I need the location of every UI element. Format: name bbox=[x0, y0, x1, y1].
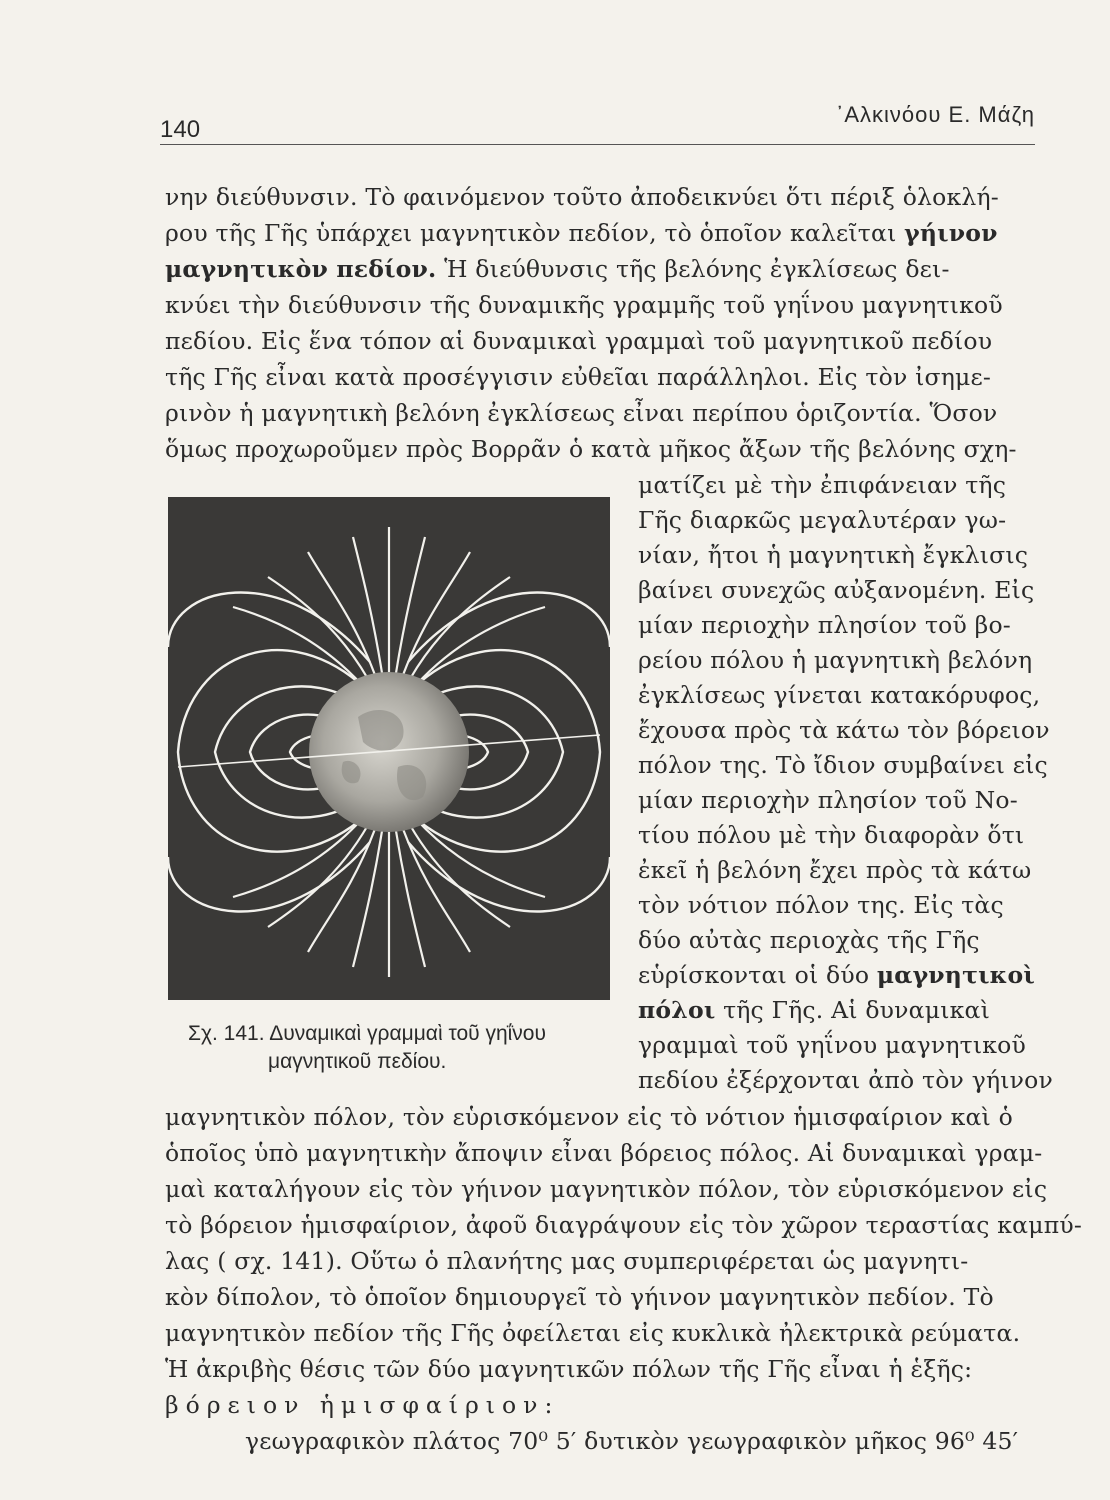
text-fragment: Ἡ διεύθυνσις τῆς βελόνης ἐγκλίσεως δει- bbox=[444, 255, 950, 283]
field-lines-illustration bbox=[168, 497, 610, 1000]
text-line: τῆς Γῆς εἶναι κατὰ προσέγγισιν εὐθεῖαι παράλληλοι. Εἰς τὸν ἰσημε- bbox=[165, 363, 992, 391]
text-line: μαγνητικὸν πόλον, τὸν εὑρισκόμενον εἰς τὸ νότιον ἡμισφαίριον καὶ ὁ bbox=[165, 1103, 1013, 1131]
wrap-line: νίαν, ἤτοι ἡ μαγνητικὴ ἔγκλισις bbox=[638, 541, 1029, 569]
wrap-line: γραμμαὶ τοῦ γηΐνου μαγνητικοῦ bbox=[638, 1031, 1026, 1059]
term-geomagnetic-a: γήινον bbox=[904, 219, 998, 247]
text-line: ὅμως προχωροῦμεν πρὸς Βορρᾶν ὁ κατὰ μῆκος ἄξων τῆς βελόνης σχη- bbox=[165, 435, 1017, 463]
wrap-line: Γῆς διαρκῶς μεγαλυτέραν γω- bbox=[638, 506, 1007, 534]
wrap-line: δύο αὐτὰς περιοχὰς τῆς Γῆς bbox=[638, 926, 980, 954]
caption-line: μαγνητικοῦ πεδίου. bbox=[268, 1050, 447, 1073]
wrap-line: ἐκεῖ ἡ βελόνη ἔχει πρὸς τὰ κάτω bbox=[638, 856, 1032, 884]
text-line: κὸν δίπολον, τὸ ὁποῖον δημιουργεῖ τὸ γήινον μαγνητικὸν πεδίον. Τὸ bbox=[165, 1283, 994, 1311]
text-line: γεωγραφικὸν πλάτος 70⁰ 5′ δυτικὸν γεωγραφικὸν μῆκος 96⁰ 45′ bbox=[245, 1427, 1019, 1455]
running-head: ᾿Αλκινόου Ε. Μάζη bbox=[836, 102, 1035, 127]
wrap-line: μίαν περιοχὴν πλησίον τοῦ Νο- bbox=[638, 786, 1018, 814]
text-line: πεδίου. Εἰς ἕνα τόπον αἱ δυναμικαὶ γραμμαὶ τοῦ μαγνητικοῦ πεδίου bbox=[165, 327, 993, 355]
text-fragment: εὑρίσκονται οἱ δύο bbox=[638, 961, 870, 989]
text-fragment: ρου τῆς Γῆς ὑπάρχει μαγνητικὸν πεδίον, τὸ ὁποῖον καλεῖται bbox=[165, 219, 897, 247]
wrap-line: ρείου πόλου ἡ μαγνητικὴ βελόνη bbox=[638, 646, 1033, 674]
wrap-line: ματίζει μὲ τὴν ἐπιφάνειαν τῆς bbox=[638, 471, 1007, 499]
text-line: μαγνητικὸν πεδίον τῆς Γῆς ὀφείλεται εἰς κυκλικὰ ἠλεκτρικὰ ρεύματα. bbox=[165, 1319, 1021, 1347]
magnetic-field-figure bbox=[168, 497, 610, 1000]
wrap-line: ἐγκλίσεως γίνεται κατακόρυφος, bbox=[638, 681, 1041, 709]
figure-caption bbox=[188, 1020, 628, 1076]
text-line bbox=[165, 255, 1035, 283]
text-line: νην διεύθυνσιν. Τὸ φαινόμενον τοῦτο ἀποδεικνύει ὅτι πέριξ ὁλοκλή- bbox=[165, 183, 999, 211]
wrap-line bbox=[638, 996, 1038, 1024]
wrap-line: πόλον της. Τὸ ἴδιον συμβαίνει εἰς bbox=[638, 751, 1048, 779]
text-fragment: τῆς Γῆς. Αἱ δυναμικαὶ bbox=[723, 996, 990, 1024]
text-line: ρινὸν ἡ μαγνητικὴ βελόνη ἐγκλίσεως εἶναι περίπου ὁριζοντία. Ὅσον bbox=[165, 399, 998, 427]
wrap-line: τὸν νότιον πόλον της. Εἰς τὰς bbox=[638, 891, 1004, 919]
page-header bbox=[160, 98, 1035, 145]
wrap-line: πεδίου ἐξέρχονται ἀπὸ τὸν γήινον bbox=[638, 1066, 1053, 1094]
page-number: 140 bbox=[160, 116, 201, 143]
term-magnetic-poles-b: πόλοι bbox=[638, 996, 716, 1024]
wrap-line: βαίνει συνεχῶς αὐξανομένη. Εἰς bbox=[638, 576, 1035, 604]
term-magnetic-poles-a: μαγνητικοὶ bbox=[876, 961, 1035, 989]
text-line: λας ( σχ. 141). Οὕτω ὁ πλανήτης μας συμπεριφέρεται ὡς μαγνητι- bbox=[165, 1247, 969, 1275]
text-line: Ἡ ἀκριβὴς θέσις τῶν δύο μαγνητικῶν πόλων τῆς Γῆς εἶναι ἡ ἑξῆς: bbox=[165, 1355, 973, 1383]
wrap-line: ἔχουσα πρὸς τὰ κάτω τὸν βόρειον bbox=[638, 716, 1050, 744]
term-geomagnetic-b: μαγνητικὸν πεδίον. bbox=[165, 255, 437, 283]
wrap-line: μίαν περιοχὴν πλησίον τοῦ βο- bbox=[638, 611, 1011, 639]
text-line: μαὶ καταλήγουν εἰς τὸν γήινον μαγνητικὸν πόλον, τὸν εὑρισκόμενον εἰς bbox=[165, 1175, 1048, 1203]
text-line bbox=[165, 219, 1035, 247]
wrap-line: τίου πόλου μὲ τὴν διαφορὰν ὅτι bbox=[638, 821, 1025, 849]
wrap-line bbox=[638, 961, 1038, 989]
subheading-northern-hemisphere: βόρειον ἡμισφαίριον: bbox=[165, 1391, 560, 1419]
text-line: τὸ βόρειον ἡμισφαίριον, ἀφοῦ διαγράψουν εἰς τὸν χῶρον τεραστίας καμπύ- bbox=[165, 1211, 1082, 1239]
earth-globe bbox=[309, 672, 469, 832]
text-line: κνύει τὴν διεύθυνσιν τῆς δυναμικῆς γραμμῆς τοῦ γηΐνου μαγνητικοῦ bbox=[165, 291, 1003, 319]
text-line: ὁποῖος ὑπὸ μαγνητικὴν ἄποψιν εἶναι βόρειος πόλος. Αἱ δυναμικαὶ γραμ- bbox=[165, 1139, 1043, 1167]
caption-line: Σχ. 141. Δυναμικαὶ γραμμαὶ τοῦ γηΐνου bbox=[188, 1022, 546, 1045]
